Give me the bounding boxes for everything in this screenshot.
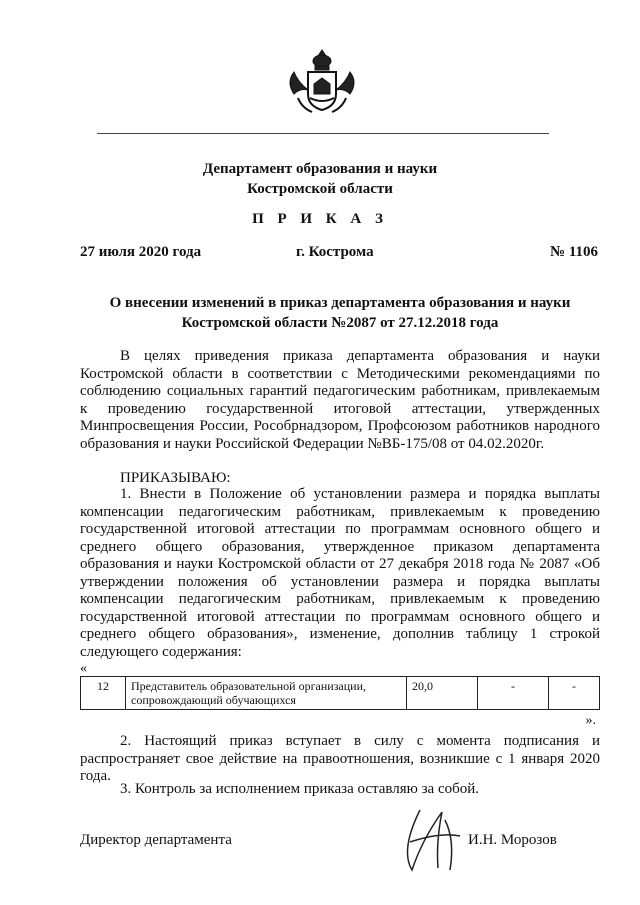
quote-close: ». xyxy=(585,713,596,728)
row-description: Представитель образовательной организации, сопровождающий обучающихся xyxy=(126,677,407,710)
order-date: 27 июля 2020 года xyxy=(80,244,202,260)
row-col-5: - xyxy=(549,677,600,710)
header-divider xyxy=(97,133,549,134)
department-line-2: Костромской области xyxy=(247,181,393,197)
signatory-title: Директор департамента xyxy=(80,832,232,848)
coat-of-arms-emblem xyxy=(284,48,360,118)
row-value: 20,0 xyxy=(407,677,478,710)
order-city: г. Кострома xyxy=(296,244,374,260)
item-2-paragraph: 2. Настоящий приказ вступает в силу с момента подписания и распространяет свое действие на правоотношения, возникшие с 1 января 2020 года. xyxy=(80,733,600,784)
table-row xyxy=(81,677,600,710)
department-name xyxy=(120,159,520,199)
department-line-1: Департамент образования и науки xyxy=(202,161,438,177)
quote-open: « xyxy=(80,661,87,676)
order-subject xyxy=(80,293,600,333)
amendment-table xyxy=(80,676,600,710)
item-3-paragraph: 3. Контроль за исполнением приказа оставляю за собой. xyxy=(120,781,480,797)
row-number: 12 xyxy=(81,677,126,710)
handwritten-signature xyxy=(390,800,480,880)
order-number: № 1106 xyxy=(550,244,598,260)
document-type: П Р И К А З xyxy=(252,211,388,227)
order-keyword: ПРИКАЗЫВАЮ: xyxy=(120,470,231,486)
preamble-paragraph: В целях приведения приказа департамента образования и науки Костромской области в соответствии с Методическими рекомендациями по соблюдению социальных гарантий педагогическим работникам, привлекаемым к проведению государственной итоговой аттестации, утвержденных Минпросвещения России, Рособрнадзором, Профсоюзом работников народного образования и науки Российской Федерации №ВБ-175/08 от 04.02.2020г. xyxy=(80,348,600,452)
item-1-paragraph: 1. Внести в Положение об установлении размера и порядка выплаты компенсации педагогическим работникам, привлекаемым к проведению государственной итоговой аттестации по программам основного общего и среднего общего образования, утвержденное приказом департамента образования и науки Костромской области от 27 декабря 2018 года № 2087 «Об утверждении положения об установлении размера и порядка выплаты компенсации педагогическим работникам, привлекаемым к проведению государственной итоговой аттестации по программам основного общего и среднего общего образования», изменение, дополнив таблицу 1 строкой следующего содержания: xyxy=(80,486,600,660)
subject-line-1: О внесении изменений в приказ департамента образования и науки xyxy=(109,295,571,311)
row-col-4: - xyxy=(478,677,549,710)
subject-line-2: Костромской области №2087 от 27.12.2018 года xyxy=(181,315,499,331)
signatory-name: И.Н. Морозов xyxy=(468,832,557,848)
